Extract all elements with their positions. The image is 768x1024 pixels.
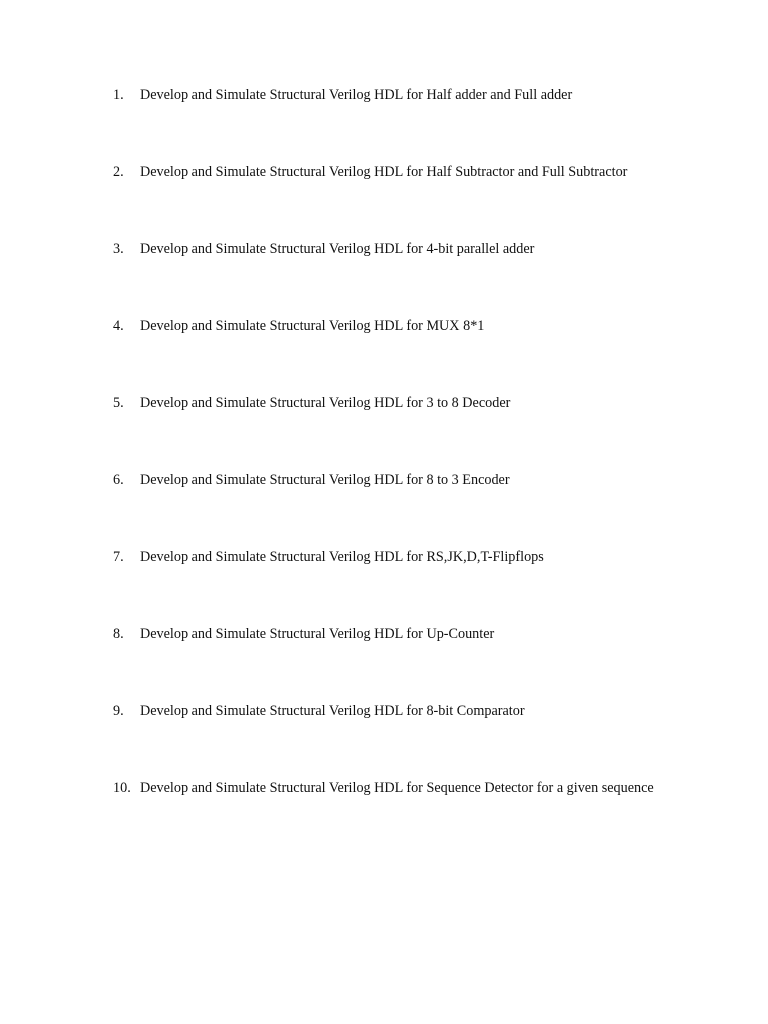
- list-item: [113, 625, 674, 702]
- item-number: 9.: [113, 703, 124, 719]
- list-item: [113, 779, 674, 856]
- item-text: Develop and Simulate Structural Verilog HDL for Sequence Detector for a given sequence: [140, 780, 654, 796]
- item-text: Develop and Simulate Structural Verilog HDL for 8-bit Comparator: [140, 703, 525, 719]
- item-text: Develop and Simulate Structural Verilog HDL for Half adder and Full adder: [140, 87, 573, 103]
- item-text: Develop and Simulate Structural Verilog HDL for Half Subtractor and Full Subtractor: [140, 164, 628, 180]
- list-item: [113, 317, 674, 394]
- item-number: 7.: [113, 549, 124, 565]
- list-item: [113, 240, 674, 317]
- item-text: Develop and Simulate Structural Verilog HDL for 8 to 3 Encoder: [140, 472, 510, 488]
- item-number: 3.: [113, 241, 124, 257]
- item-number: 6.: [113, 472, 124, 488]
- item-number: 5.: [113, 395, 124, 411]
- item-text: Develop and Simulate Structural Verilog HDL for RS,JK,D,T-Flipflops: [140, 549, 544, 565]
- item-text: Develop and Simulate Structural Verilog HDL for 4-bit parallel adder: [140, 241, 535, 257]
- item-number: 10.: [113, 780, 131, 796]
- list-item: [113, 702, 674, 779]
- item-text: Develop and Simulate Structural Verilog HDL for 3 to 8 Decoder: [140, 395, 511, 411]
- item-number: 1.: [113, 87, 124, 103]
- item-number: 8.: [113, 626, 124, 642]
- list-item: [113, 548, 674, 625]
- item-text: Develop and Simulate Structural Verilog HDL for Up-Counter: [140, 626, 495, 642]
- list-item: [113, 163, 674, 240]
- list-item: [113, 471, 674, 548]
- list-item: [113, 86, 674, 163]
- item-number: 4.: [113, 318, 124, 334]
- item-number: 2.: [113, 164, 124, 180]
- item-text: Develop and Simulate Structural Verilog HDL for MUX 8*1: [140, 318, 485, 334]
- list-item: [113, 394, 674, 471]
- experiment-list: [113, 86, 674, 856]
